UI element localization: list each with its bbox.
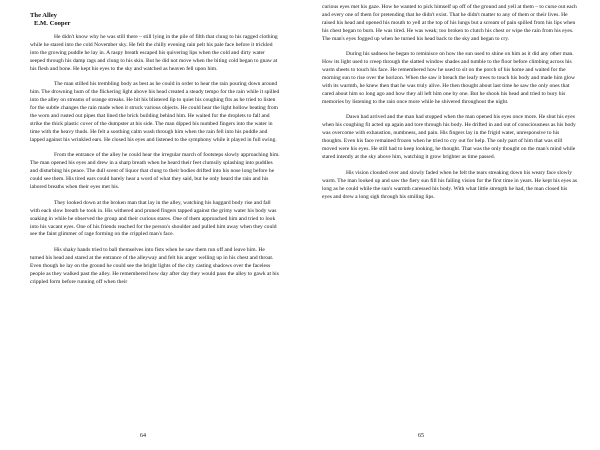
right-page-number: 65 bbox=[418, 433, 424, 439]
right-paragraph-1: curious eyes met his gaze. How he wanted to pick himself up off of the ground and yell at them – to curse out each and every one of them for pretending that he didn't exist. That he didn't matter to any of them or their lives. He raised his head and opened his mouth to yell at the top of his lungs but a scream of pain spilled from his lips when his chest began to burn. He was tired. He was weak; too broken to clutch his chest or wipe the rain from his eyes. The man's eyes fogged up when he turned his head back to the sky and began to cry. bbox=[322, 4, 577, 42]
right-paragraph-4: His vision clouded over and slowly faded when he felt the tears streaking down his weary face slowly warm. The man looked up and saw the fiery sun fill his failing vision for the first time in years. He kept his eyes as long as he could while the sun's warmth caressed his body. With what little strength he had, the man closed his eyes and drew a long sigh through his smiling lips. bbox=[322, 169, 577, 200]
left-paragraph-3: From the entrance of the alley he could hear the irregular march of footsteps slowly approaching him. The man opened his eyes and drew in a sharp breath when he heard their feet clumsily splashing into puddles and disturbing his peace. The dull scent of liquor that clung to their bodies drifted into his nose long before he could see them. His tired ears could barely hear a word of what they said, but he only heard the rain and his labored breaths when their eyes met his. bbox=[30, 152, 280, 191]
left-paragraph-5: His shaky hands tried to ball themselves into fists when he saw them run off and leave him. He turned his head and stared at the entrance of the alleyway and felt his anger welling up in his chest and throat. Even though he lay on the ground he could see the bright lights of the city casting shadows over the faceless people as they walked past the alley. He remembered how day after day they would pass the alley to gawk at his crippled form before running off when their bbox=[30, 246, 279, 285]
left-paragraph-2: The man stilled his trembling body as best as he could in order to hear the rain pouring down around him. The drowning hum of the flickering light above his head created a steady tempo for the rain while it spilled into the alley on streams of orange streaks. He bit his blistered lip to quiet his coughing fits as he tried to listen for the subtle changes the rain made when it struck various objects. He could hear the light hollow beating from the worn and rusted out pipes that lined the brick building behind him. He waited for the droplets to fall and strike the thick plastic cover of the dumpster at his side. The man dipped his numbed fingers into the water in time with the heavy thuds. He felt a soothing calm wash through him when the rain fell into his puddle and lapped against his wrinkled ears. He closed his eyes and listened to the symphony while it played in full swing. bbox=[30, 81, 280, 143]
right-paragraph-3: Dawn had arrived and the man had stopped when the man opened his eyes once more. He shut his eyes when his coughing fit acted up again and tore through his body. He drifted in and out of consciousness as his body was overcome with exhaustion, numbness, and pain. His fingers lay in the frigid water, unresponsive to his thoughts. Even his face remained frozen when he tried to cry out for help. The only part of him that was still moved were his eyes. He still had to keep looking, he thought. That was the only thought on the man's mind while stared intently at the sky above him, watching it grow brighter as time passed. bbox=[322, 114, 576, 161]
left-paragraph-4: They looked down at the broken man that lay in the alley, watching his haggard body rise and fall with each slow breath he took in. His withered and pruned fingers tapped against the grimy water his body was soaking in while he observed the group and their curious stares. One of them approached him and tried to look into his vacant eyes. One of his friends reached for the person's shoulder and pulled him away when they could see the faint glimmer of rage forming on the crippled man's face. bbox=[30, 199, 277, 238]
story-title: The Alley bbox=[30, 12, 57, 19]
story-author: E.M. Cooper bbox=[34, 20, 71, 27]
right-page bbox=[300, 0, 600, 450]
right-paragraph-2: During his sadness he began to reminisce on how the sun used to shine on him as it did any other man. How its light used to creep through the slatted window shades and tumble to the floor before climbing across his warm sheets to touch his face. He remembered how he used to sit on the porch of his home and waited for the morning sun to rise over the horizon. When the saw it breach the leafy trees to touch his body and made him glow with its warmth, he knew then that he was truly alive. He then thought about last time he saw the only ones that cared about him so long ago and how they all left him one by one. But he shook his head and tried to bury his memories by listening to the rain once more while he shivered throughout the night. bbox=[322, 51, 575, 105]
left-page-number: 64 bbox=[140, 433, 146, 439]
left-paragraph-1: He didn't know why he was still there – still lying in the pile of filth that clung to his ragged clothing while he stared into the cold November sky. He felt the chilly evening rain pelt his pale face before it trickled into the growing puddle he lay in. A raspy breath escaped his quivering lips when the cold and dirty water seeped through his damp rags and clung to his skin. But he did not move when the biting cold began to gnaw at his flesh and bone. He kept his eyes to the sky and watched as heaven fell upon him. bbox=[30, 34, 278, 72]
